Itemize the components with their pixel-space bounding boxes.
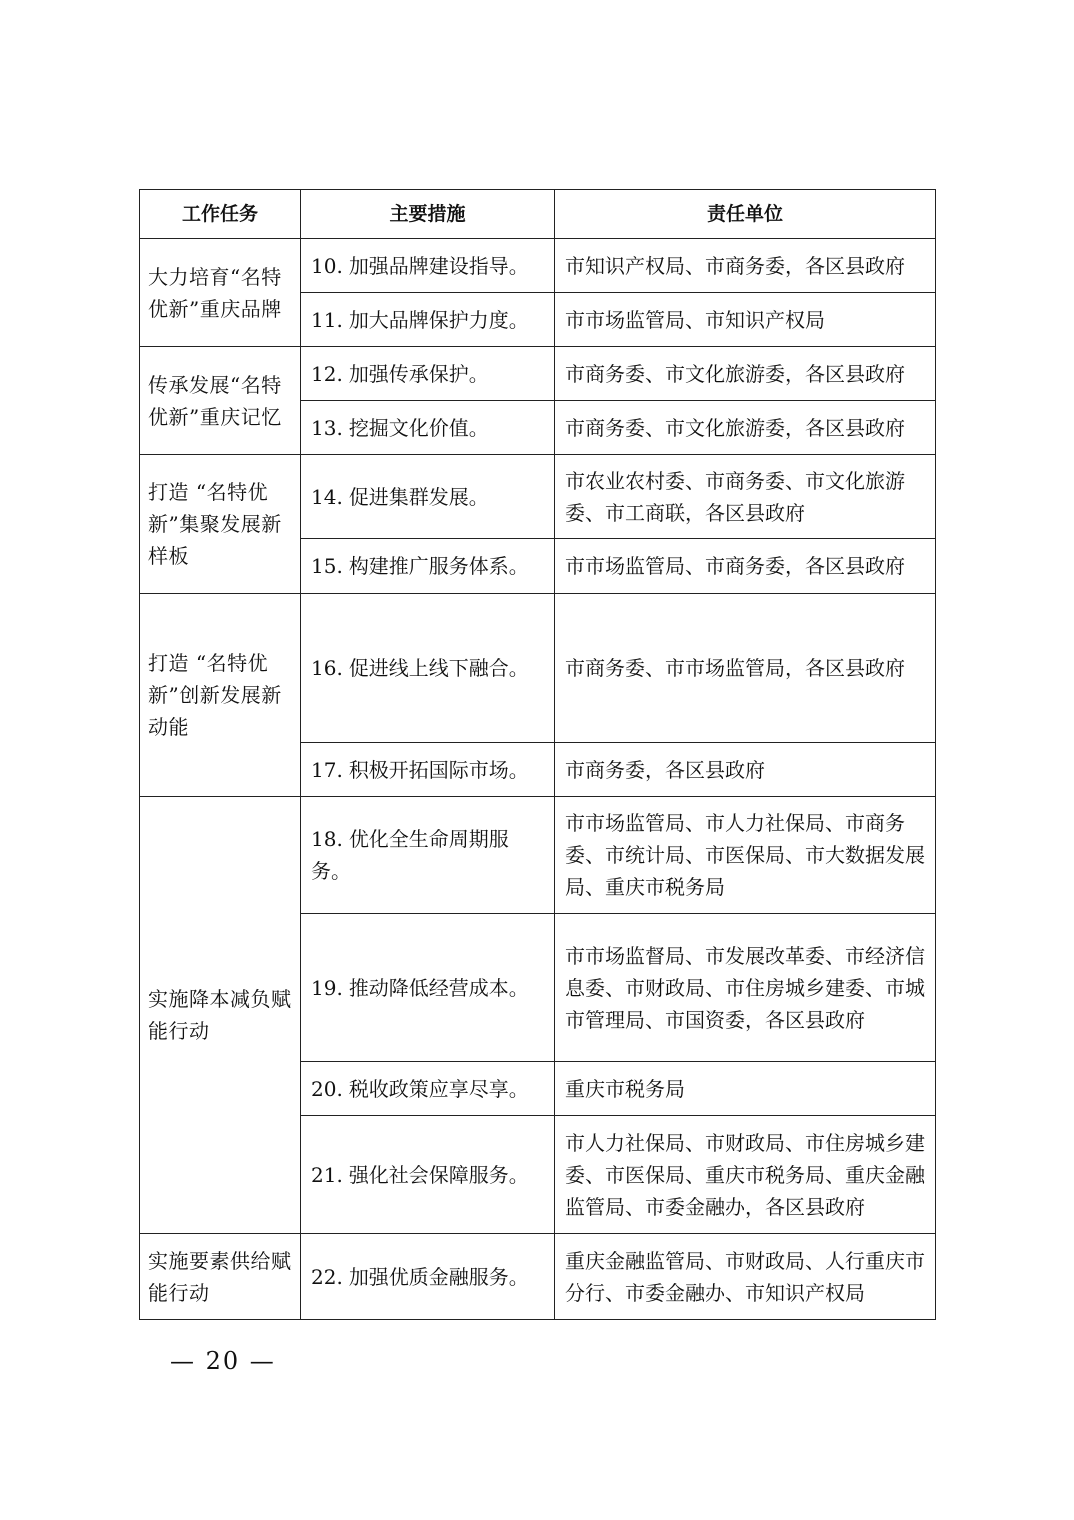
header-task: 工作任务 (140, 190, 301, 239)
measure-number: 12. (311, 361, 343, 386)
unit-cell: 市人力社保局、市财政局、市住房城乡建委、市医保局、重庆市税务局、重庆金融监管局、市委金融办，各区县政府 (555, 1116, 936, 1234)
measure-text: 优化全生命周期服务。 (311, 827, 509, 883)
measure-number: 20. (311, 1076, 343, 1101)
measure-text: 推动降低经营成本。 (348, 975, 529, 1000)
unit-cell: 市知识产权局、市商务委，各区县政府 (555, 239, 936, 293)
unit-cell: 市商务委、市文化旅游委，各区县政府 (555, 347, 936, 401)
task-cell: 打造 “名特优新”创新发展新动能 (140, 594, 301, 797)
measure-cell (301, 1062, 555, 1116)
measure-number: 19. (311, 975, 343, 1000)
measure-number: 16. (311, 656, 343, 680)
measure-cell (301, 539, 555, 594)
measure-cell (301, 594, 555, 743)
table-row (140, 455, 936, 539)
measure-text: 积极开拓国际市场。 (348, 757, 529, 782)
measure-text: 税收政策应享尽享。 (348, 1076, 529, 1101)
measure-cell (301, 1116, 555, 1234)
task-table (139, 189, 936, 1320)
unit-cell: 市商务委、市文化旅游委，各区县政府 (555, 401, 936, 455)
task-cell: 实施要素供给赋能行动 (140, 1234, 301, 1320)
unit-cell: 重庆金融监管局、市财政局、人行重庆市分行、市委金融办、市知识产权局 (555, 1234, 936, 1320)
measure-cell (301, 401, 555, 455)
measure-cell (301, 914, 555, 1062)
task-cell: 实施降本减负赋能行动 (140, 797, 301, 1234)
table-row (140, 239, 936, 293)
measure-text: 挖掘文化价值。 (348, 415, 489, 440)
measure-number: 10. (311, 253, 343, 278)
unit-cell: 市商务委，各区县政府 (555, 743, 936, 797)
unit-cell: 市市场监督局、市发展改革委、市经济信息委、市财政局、市住房城乡建委、市城市管理局、市国资委，各区县政府 (555, 914, 936, 1062)
measure-cell (301, 239, 555, 293)
measure-text: 加强传承保护。 (348, 361, 489, 386)
task-cell: 打造 “名特优新”集聚发展新样板 (140, 455, 301, 594)
unit-cell: 市商务委、市市场监管局，各区县政府 (555, 594, 936, 743)
measure-number: 11. (311, 307, 343, 332)
measure-text: 加强优质金融服务。 (348, 1264, 529, 1289)
unit-cell: 市市场监管局、市知识产权局 (555, 293, 936, 347)
measure-text: 促进线上线下融合。 (348, 656, 529, 680)
measure-number: 14. (311, 484, 343, 509)
measure-number: 22. (311, 1264, 343, 1289)
task-cell: 传承发展“名特优新”重庆记忆 (140, 347, 301, 455)
measure-text: 促进集群发展。 (348, 484, 489, 509)
table-header-row (140, 190, 936, 239)
page-number: — 20 — (170, 1347, 276, 1375)
measure-cell (301, 347, 555, 401)
unit-cell: 市农业农村委、市商务委、市文化旅游委、市工商联，各区县政府 (555, 455, 936, 539)
measure-cell (301, 797, 555, 914)
table-row (140, 347, 936, 401)
measure-number: 21. (311, 1162, 343, 1187)
header-measure: 主要措施 (301, 190, 555, 239)
measure-cell (301, 1234, 555, 1320)
table-row (140, 797, 936, 914)
measure-cell (301, 455, 555, 539)
measure-text: 强化社会保障服务。 (348, 1162, 529, 1187)
table-row (140, 594, 936, 743)
measure-number: 13. (311, 415, 343, 440)
measure-number: 18. (311, 827, 343, 851)
measure-text: 构建推广服务体系。 (348, 554, 529, 578)
unit-cell: 市市场监管局、市商务委，各区县政府 (555, 539, 936, 594)
measure-number: 15. (311, 554, 343, 578)
unit-cell: 市市场监管局、市人力社保局、市商务委、市统计局、市医保局、市大数据发展局、重庆市税务局 (555, 797, 936, 914)
measure-cell (301, 743, 555, 797)
header-unit: 责任单位 (555, 190, 936, 239)
task-cell: 大力培育“名特优新”重庆品牌 (140, 239, 301, 347)
measure-text: 加大品牌保护力度。 (348, 307, 529, 332)
measure-cell (301, 293, 555, 347)
measure-text: 加强品牌建设指导。 (348, 253, 529, 278)
measure-number: 17. (311, 757, 343, 782)
table-row (140, 1234, 936, 1320)
unit-cell: 重庆市税务局 (555, 1062, 936, 1116)
